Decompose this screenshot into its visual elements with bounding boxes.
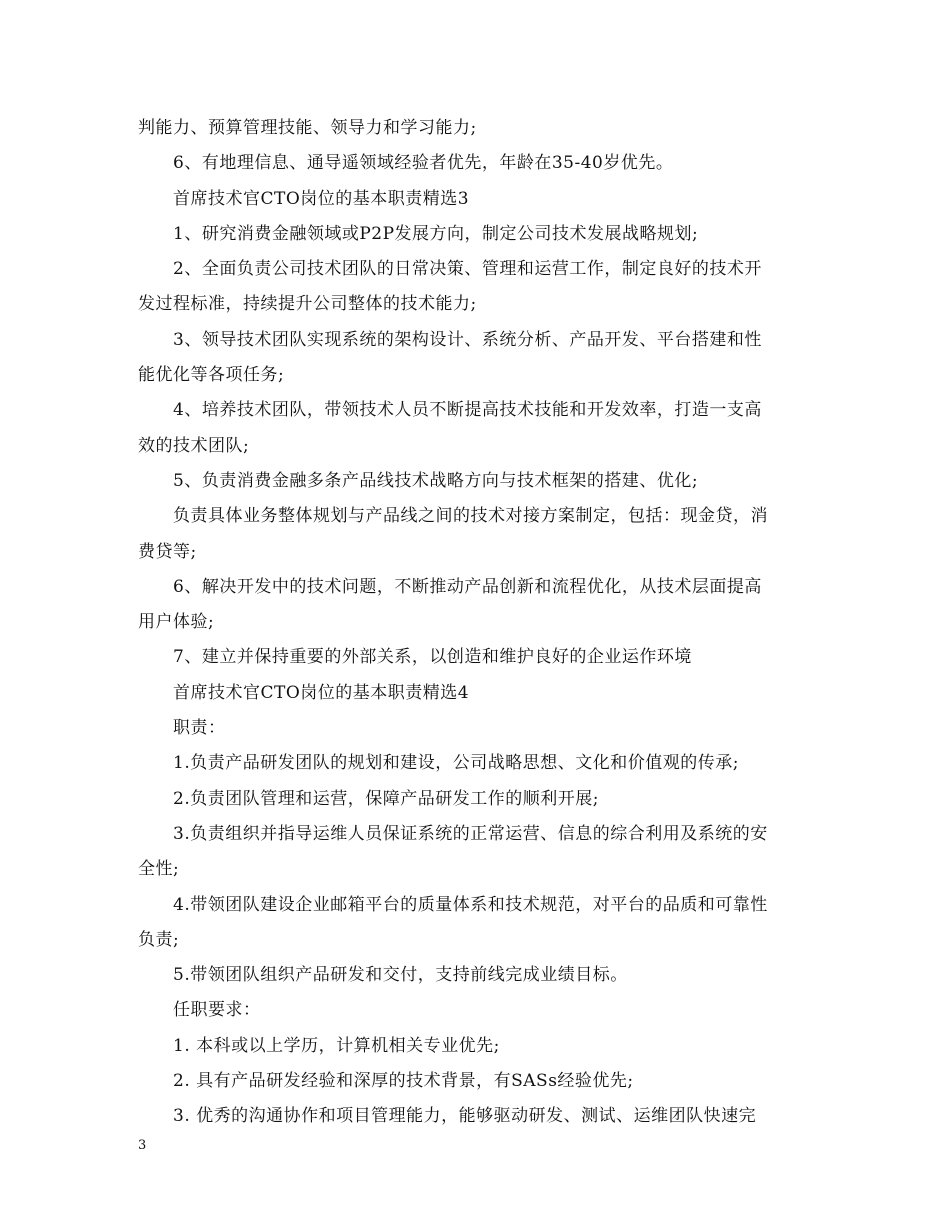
- document-body: [138, 111, 814, 1135]
- text-line: 6、有地理信息、通导遥领域经验者优先，年龄在35-40岁优先。: [173, 153, 674, 174]
- text-line: 首席技术官CTO岗位的基本职责精选3: [173, 188, 470, 209]
- text-line: 职责：: [173, 718, 226, 739]
- text-line: 1.负责产品研发团队的规划和建设，公司战略思想、文化和价值观的传承;: [173, 753, 739, 774]
- text-line: 1. 本科或以上学历，计算机相关专业优先;: [173, 1035, 500, 1056]
- text-line: 4、培养技术团队，带领技术人员不断提高技术技能和开发效率，打造一支高: [173, 400, 762, 421]
- text-line: 效的技术团队;: [138, 435, 250, 456]
- text-line: 2. 具有产品研发经验和深厚的技术背景，有SASs经验优先;: [173, 1071, 634, 1092]
- text-line: 任职要求：: [173, 1000, 261, 1021]
- text-line: 全性;: [138, 859, 180, 880]
- text-line: 3、领导技术团队实现系统的架构设计、系统分析、产品开发、平台搭建和性: [173, 329, 762, 350]
- page-number: 3: [138, 1138, 147, 1153]
- text-line: 首席技术官CTO岗位的基本职责精选4: [173, 682, 470, 703]
- text-line: 3.负责组织并指导运维人员保证系统的正常运营、信息的综合利用及系统的安: [173, 823, 768, 844]
- text-line: 3. 优秀的沟通协作和项目管理能力，能够驱动研发、测试、运维团队快速完: [173, 1106, 757, 1127]
- text-line: 4.带领团队建设企业邮箱平台的质量体系和技术规范，对平台的品质和可靠性: [173, 894, 768, 915]
- text-line: 判能力、预算管理技能、领导力和学习能力;: [138, 118, 477, 138]
- text-line: 7、建立并保持重要的外部关系，以创造和维护良好的企业运作环境: [173, 647, 692, 668]
- text-line: 5.带领团队组织产品研发和交付，支持前线完成业绩目标。: [173, 965, 628, 986]
- text-line: 2、全面负责公司技术团队的日常决策、管理和运营工作，制定良好的技术开: [173, 259, 762, 280]
- text-line: 发过程标准，持续提升公司整体的技术能力;: [138, 294, 477, 315]
- text-line: 负责;: [138, 929, 180, 950]
- text-line: 2.负责团队管理和运营，保障产品研发工作的顺利开展;: [173, 788, 599, 809]
- text-line: 6、解决开发中的技术问题，不断推动产品创新和流程优化，从技术层面提高: [173, 576, 762, 597]
- text-line: 负责具体业务整体规划与产品线之间的技术对接方案制定，包括：现金贷，消: [173, 506, 768, 527]
- text-line: 1、研究消费金融领域或P2P发展方向，制定公司技术发展战略规划;: [173, 223, 699, 244]
- text-line: 用户体验;: [138, 612, 215, 633]
- text-line: 5、负责消费金融多条产品线技术战略方向与技术框架的搭建、优化;: [173, 470, 699, 491]
- text-line: 费贷等;: [138, 541, 197, 562]
- text-line: 能优化等各项任务;: [138, 365, 285, 386]
